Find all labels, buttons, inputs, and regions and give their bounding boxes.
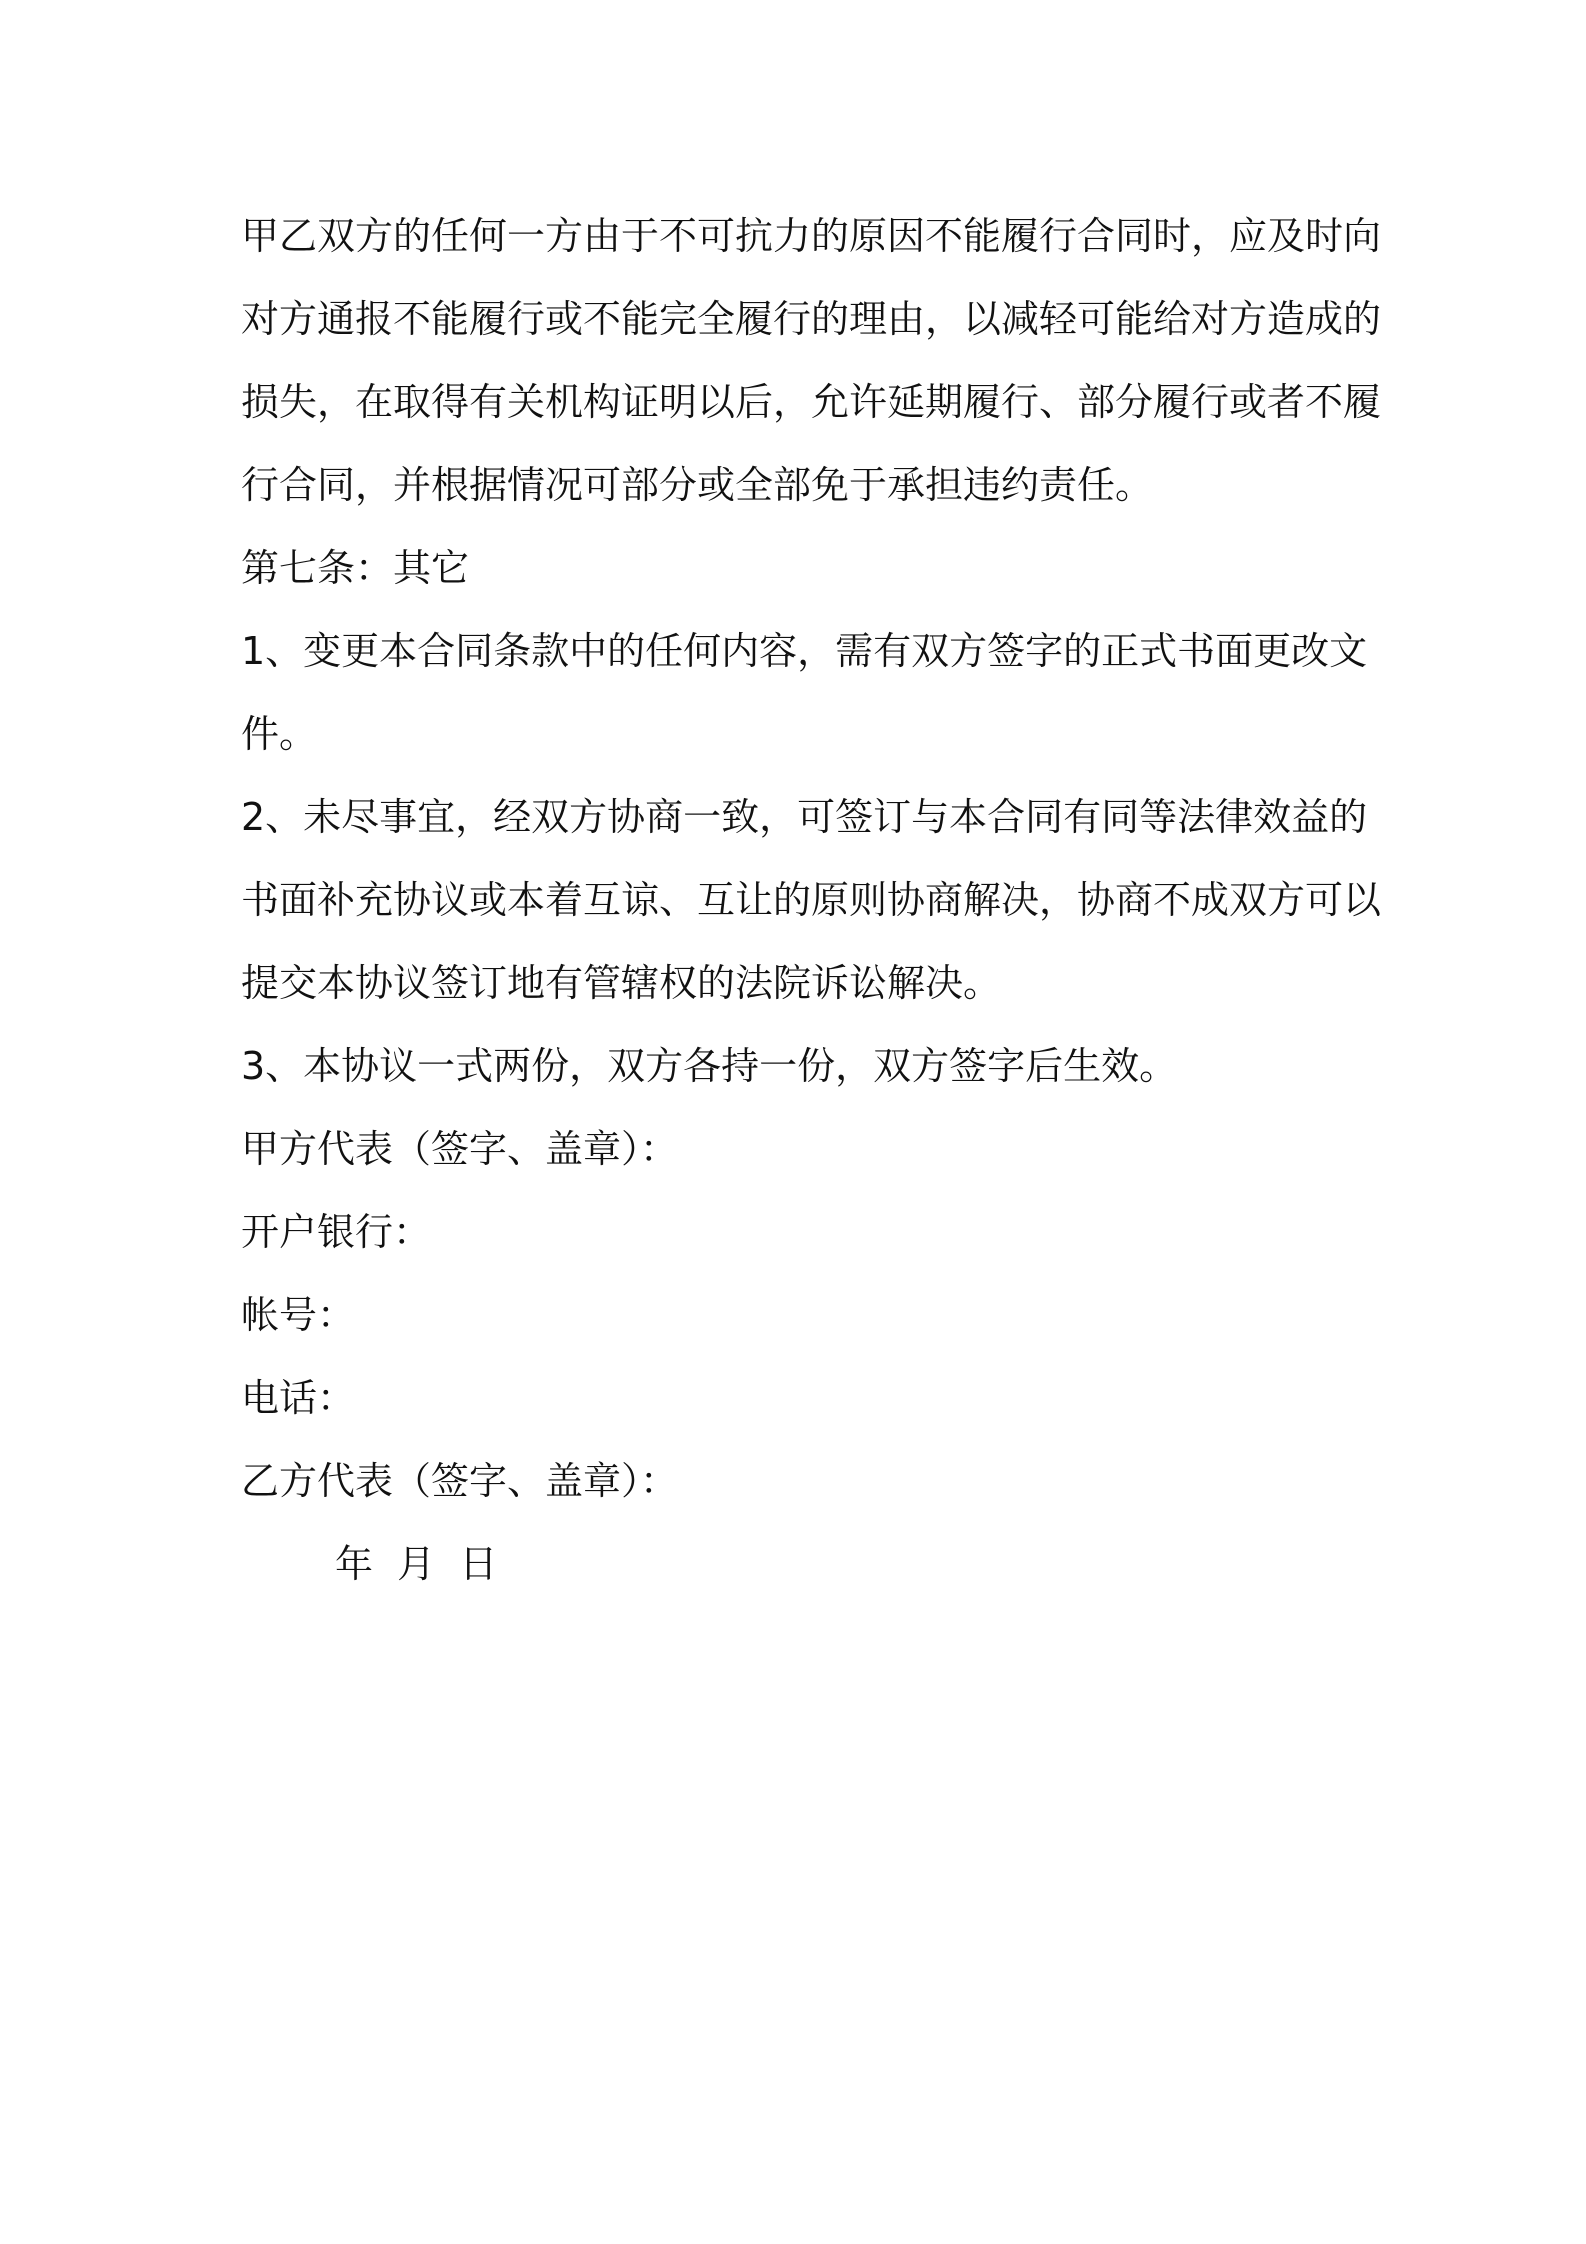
article-seven-heading <box>241 527 1361 610</box>
text-line: 1、变更本合同条款中的任何内容，需有双方签字的正式书面更改文 <box>241 629 1368 673</box>
party-b-signature-label: 乙方代表（签字、盖章）： <box>241 1459 679 1503</box>
text-line: 对方通报不能履行或不能完全履行的理由，以减轻可能给对方造成的 <box>241 297 1382 341</box>
section-heading: 第七条：其它 <box>241 546 470 590</box>
phone-label: 电话： <box>241 1376 356 1420</box>
clause-1 <box>241 610 1368 776</box>
text-line: 件。 <box>241 712 318 756</box>
force-majeure-paragraph <box>241 195 1382 527</box>
text-line: 损失，在取得有关机构证明以后，允许延期履行、部分履行或者不履 <box>241 380 1382 424</box>
party-a-signature-label: 甲方代表（签字、盖章）： <box>241 1127 679 1171</box>
date-line: 年 月 日 <box>335 1542 498 1586</box>
text-line: 3、本协议一式两份，双方各持一份，双方签字后生效。 <box>241 1044 1178 1088</box>
text-line: 行合同，并根据情况可部分或全部免于承担违约责任。 <box>241 463 1154 507</box>
clause-2 <box>241 776 1382 1025</box>
clause-3 <box>241 1025 1361 1108</box>
signature-block <box>241 1108 1361 1606</box>
text-line: 书面补充协议或本着互谅、互让的原则协商解决，协商不成双方可以 <box>241 878 1382 922</box>
document-body <box>241 195 1382 1606</box>
bank-label: 开户银行： <box>241 1210 432 1254</box>
account-label: 帐号： <box>241 1293 356 1337</box>
text-line: 提交本协议签订地有管辖权的法院诉讼解决。 <box>241 961 1002 1005</box>
text-line: 甲乙双方的任何一方由于不可抗力的原因不能履行合同时，应及时向 <box>241 214 1382 258</box>
text-line: 2、未尽事宜，经双方协商一致，可签订与本合同有同等法律效益的 <box>241 795 1368 839</box>
